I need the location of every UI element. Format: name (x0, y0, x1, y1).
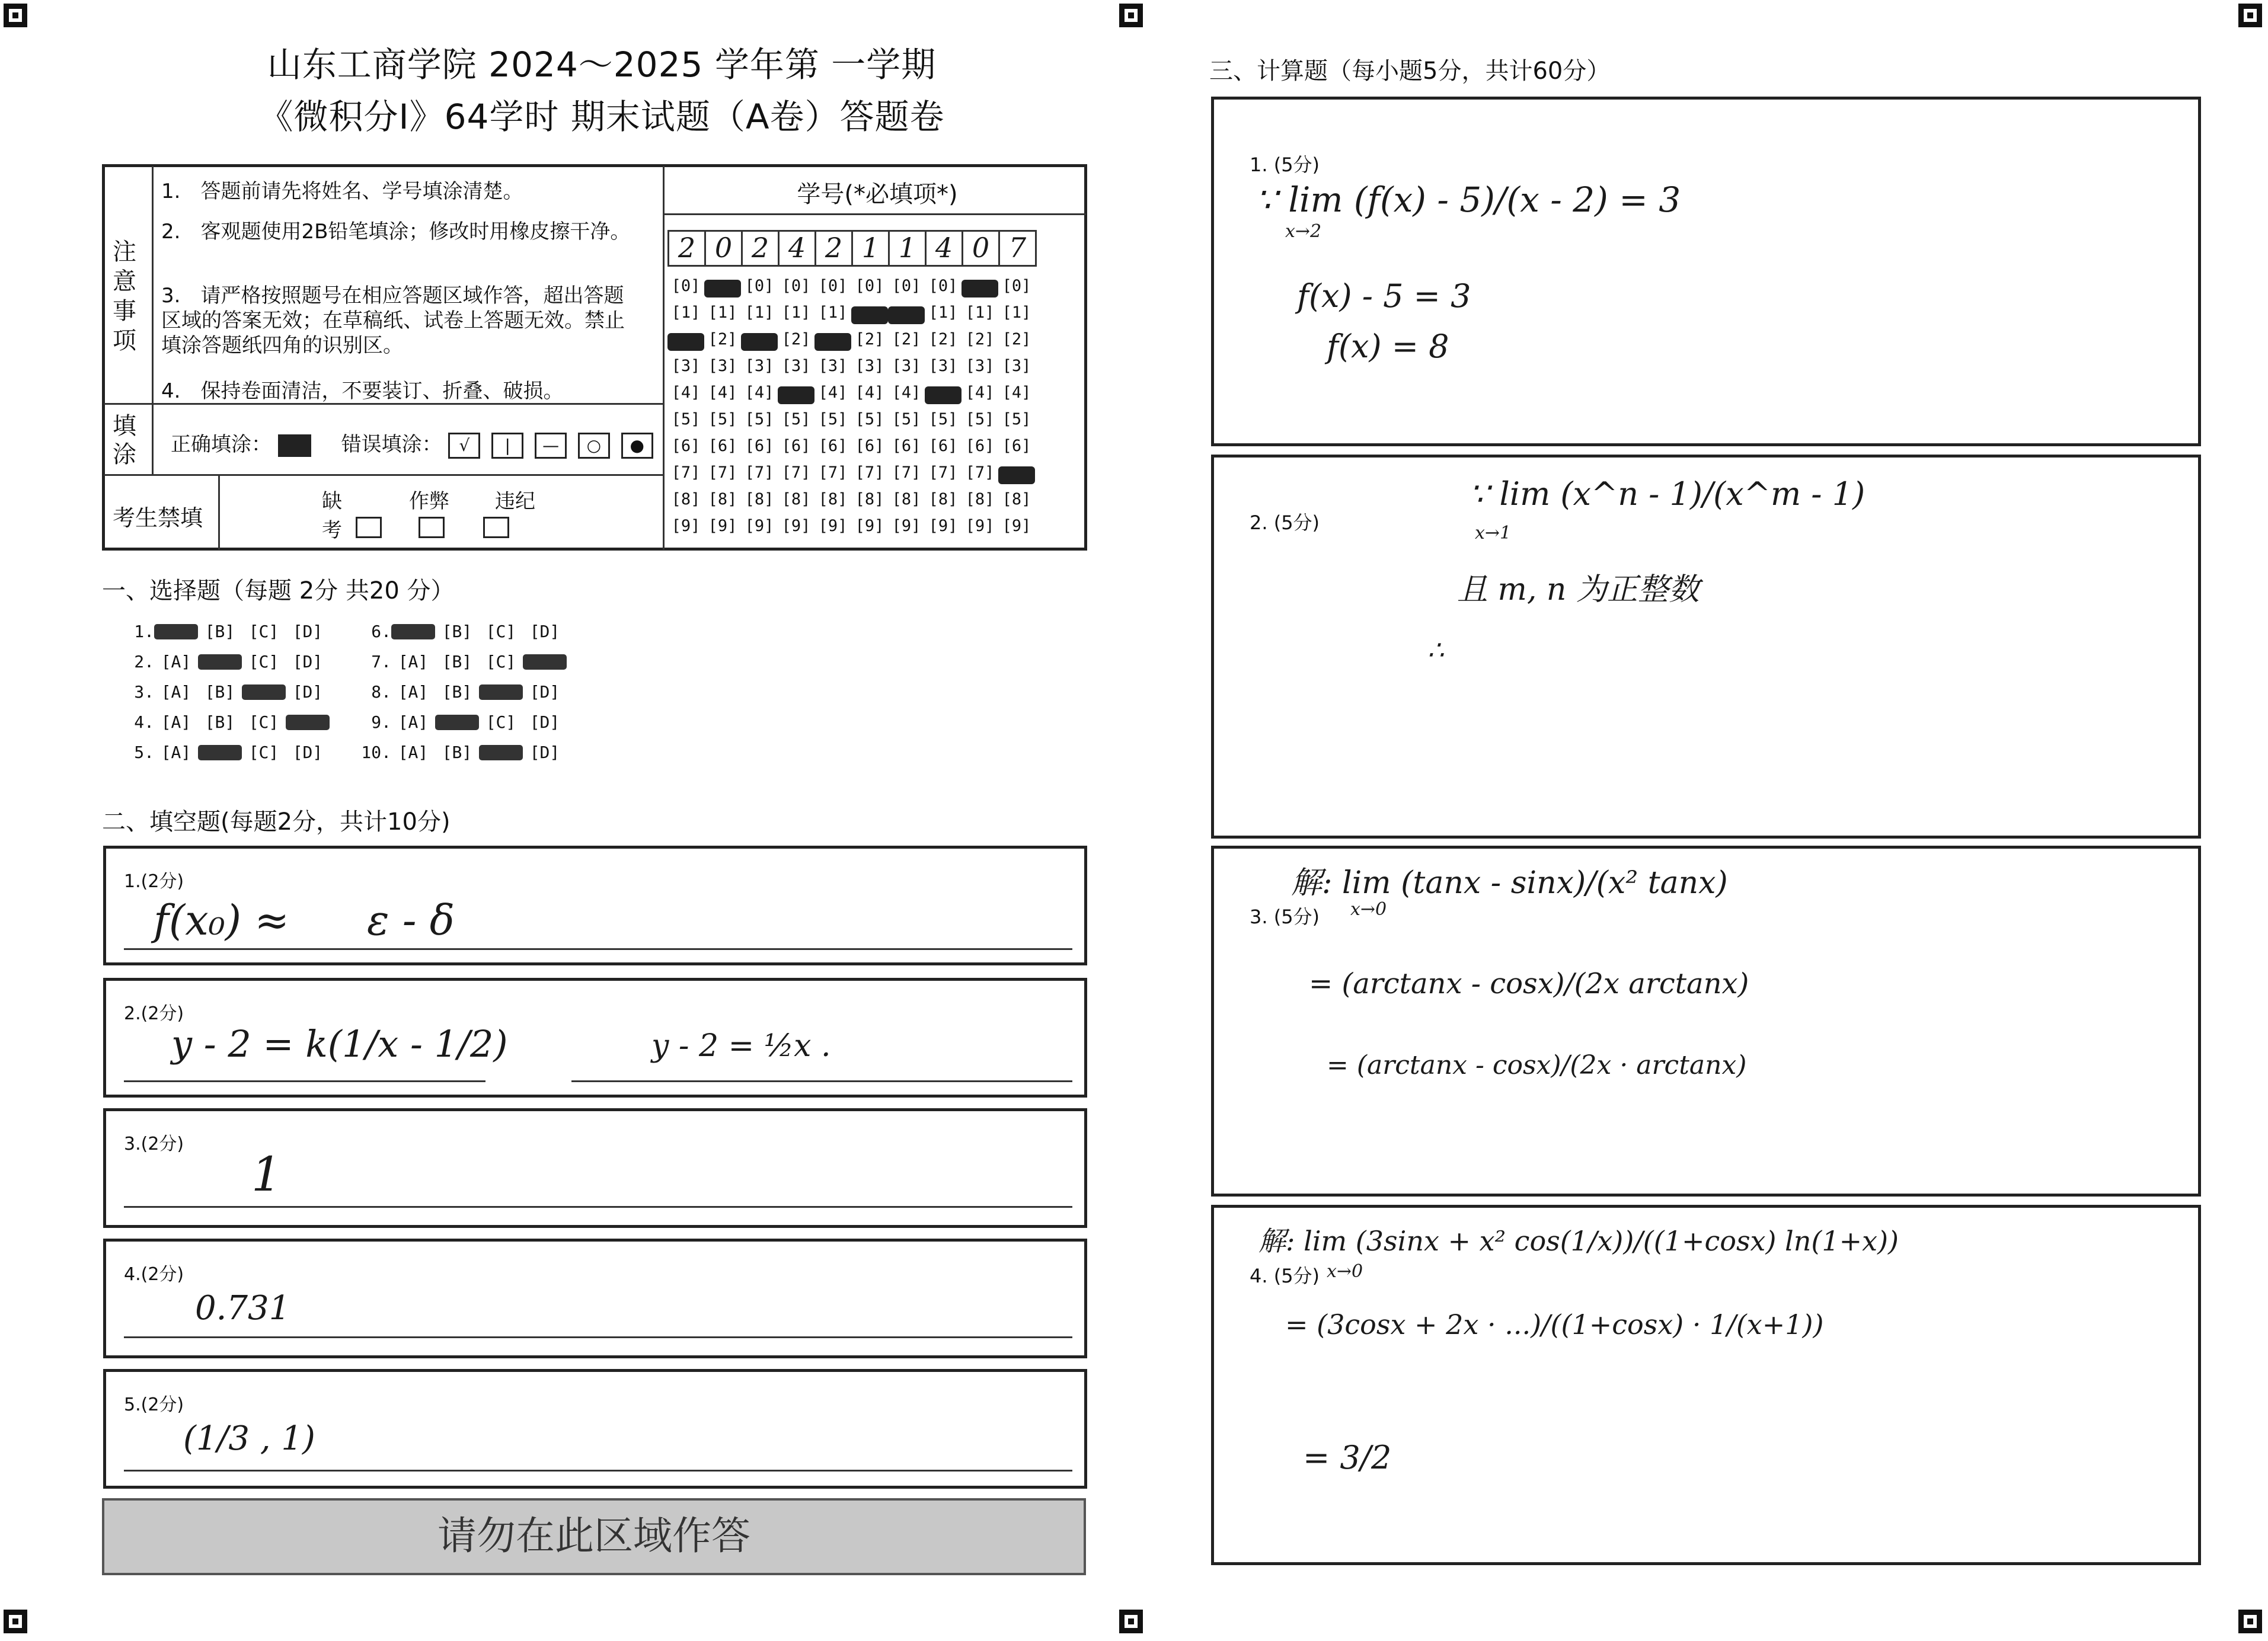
mc-option-d[interactable]: [D] (292, 622, 323, 641)
fill-blank-answer-2a: y - 2 = k(1/x - 1/2) (171, 1022, 508, 1066)
id-bubble-row (667, 486, 1082, 513)
mc-option-b[interactable]: [B] (442, 622, 472, 641)
violation-checkbox[interactable] (483, 517, 509, 538)
id-bubble-row (667, 353, 1082, 379)
calc-2-line-1: ∵ lim (x^n - 1)/(x^m - 1) (1469, 475, 1865, 513)
id-bubble[interactable]: [3] (671, 357, 701, 375)
mc-column-right (356, 616, 567, 767)
mc-option-c[interactable]: [C] (485, 622, 516, 641)
fill-side-label: 填涂 (113, 412, 136, 468)
mc-option-b[interactable] (198, 745, 242, 760)
id-bubble[interactable]: [9] (965, 517, 995, 535)
notice-item-4: 4. 保持卷面清洁，不要装订、折叠、破损。 (161, 379, 564, 403)
id-bubble[interactable] (667, 333, 704, 351)
id-digit: 2 (743, 232, 780, 265)
wrong-mark-circle: ○ (578, 433, 610, 459)
id-bubble[interactable] (961, 280, 998, 298)
fill-blank-answer-2b: y - 2 = ½x . (651, 1028, 831, 1064)
id-bubble[interactable]: [7] (855, 463, 884, 482)
fill-blank-box-3[interactable] (103, 1108, 1087, 1228)
id-bubble[interactable]: [3] (745, 357, 774, 375)
mc-option-d[interactable] (523, 654, 567, 670)
id-bubble[interactable]: [7] (965, 463, 995, 482)
id-bubble[interactable]: [6] (671, 437, 701, 455)
mc-option-a[interactable] (154, 624, 198, 639)
id-bubble[interactable]: [8] (818, 490, 848, 508)
corner-mark-bottom-center (1119, 1610, 1143, 1633)
mc-option-b[interactable]: [B] (442, 652, 472, 671)
id-bubble[interactable]: [0] (892, 277, 921, 295)
section2-heading: 二、填空题(每题2分，共计10分) (102, 808, 451, 836)
id-bubble[interactable]: [1] (745, 303, 774, 322)
calc-4-line-4: = 3/2 (1303, 1439, 1392, 1476)
id-bubble[interactable]: [6] (855, 437, 884, 455)
mc-question-row (356, 677, 567, 707)
wrong-mark-check: √ (448, 433, 480, 459)
fill-blank-box-5[interactable] (103, 1369, 1087, 1489)
id-bubble[interactable]: [2] (1002, 330, 1031, 348)
calc-2-line-2: x→1 (1475, 523, 1512, 543)
fill-blank-label-4: 4.(2分) (124, 1264, 184, 1285)
mc-option-c[interactable] (242, 684, 286, 700)
corner-mark-top-center (1119, 4, 1143, 27)
id-bubble[interactable]: [5] (745, 410, 774, 428)
mc-option-d[interactable]: [D] (529, 682, 560, 702)
wrong-mark-dot: ● (621, 433, 653, 459)
mc-question-row (356, 707, 567, 737)
id-bubble[interactable]: [2] (855, 330, 884, 348)
mc-question-number: 1. (134, 622, 154, 641)
id-bubble[interactable]: [7] (818, 463, 848, 482)
mc-option-b[interactable]: [B] (442, 743, 472, 762)
id-bubble[interactable]: [7] (892, 463, 921, 482)
mc-option-d[interactable]: [D] (529, 712, 560, 732)
violation-label: 违纪 (495, 490, 535, 513)
id-digit: 0 (963, 232, 1000, 265)
calc-3-line-1: 解: lim (tanx - sinx)/(x² tanx) (1291, 865, 1728, 901)
id-bubble[interactable]: [1] (708, 303, 737, 322)
id-bubble[interactable]: [6] (781, 437, 811, 455)
mc-option-b[interactable] (198, 654, 242, 670)
id-bubble[interactable]: [2] (892, 330, 921, 348)
id-bubble[interactable]: [5] (671, 410, 701, 428)
notice-item-2: 2. 客观题使用2B铅笔填涂；修改时用橡皮擦干净。 (161, 220, 631, 244)
id-digit: 2 (816, 232, 853, 265)
mc-question-row (119, 737, 330, 767)
mc-question-number: 9. (371, 712, 391, 732)
id-bubble[interactable]: [8] (965, 490, 995, 508)
title-line-2: 《微积分Ⅰ》64学时 期末试题（A卷）答题卷 (258, 97, 945, 137)
fill-blank-label-2: 2.(2分) (124, 1003, 184, 1024)
correct-fill-mark (278, 434, 311, 457)
id-bubble[interactable]: [4] (671, 383, 701, 402)
id-bubble[interactable]: [4] (1002, 383, 1031, 402)
correct-fill-label: 正确填涂： (171, 433, 271, 456)
calc-box-4[interactable] (1211, 1205, 2201, 1565)
fill-blank-box-1[interactable] (103, 846, 1087, 965)
id-bubble[interactable]: [6] (708, 437, 737, 455)
fill-blank-box-2[interactable] (103, 978, 1087, 1098)
fill-blank-box-4[interactable] (103, 1239, 1087, 1358)
id-bubble[interactable]: [9] (928, 517, 958, 535)
cheating-label: 作弊 (409, 490, 449, 513)
mc-question-number: 3. (134, 682, 154, 702)
calc-3-line-3: = (arctanx - cosx)/(2x arctanx) (1309, 967, 1749, 1000)
calc-box-1[interactable] (1211, 97, 2201, 446)
id-bubble[interactable]: [3] (855, 357, 884, 375)
calc-box-2[interactable] (1211, 455, 2201, 839)
mc-option-d[interactable]: [D] (292, 743, 323, 762)
calc-label-1: 1. (5分) (1250, 153, 1320, 176)
id-digit: 1 (853, 232, 890, 265)
id-bubble[interactable]: [8] (1002, 490, 1031, 508)
mc-option-c[interactable]: [C] (248, 652, 279, 671)
calc-2-line-4: ∴ (1427, 635, 1444, 666)
no-answer-zone: 请勿在此区域作答 (102, 1498, 1086, 1575)
id-bubble[interactable]: [9] (818, 517, 848, 535)
corner-mark-top-right (2238, 4, 2262, 27)
mc-option-b[interactable] (435, 715, 479, 730)
fill-blank-answer-1a: f(x₀) ≈ (154, 896, 289, 945)
wrong-mark-bar: | (491, 433, 523, 459)
id-bubble[interactable]: [9] (855, 517, 884, 535)
id-bubble[interactable]: [5] (965, 410, 995, 428)
mc-option-a[interactable]: [A] (161, 652, 191, 671)
id-bubble-row (667, 299, 1082, 326)
id-bubble-row (667, 379, 1082, 406)
id-bubble[interactable]: [6] (818, 437, 848, 455)
id-digit: 1 (890, 232, 927, 265)
id-bubble[interactable]: [0] (1002, 277, 1031, 295)
mc-option-d[interactable]: [D] (292, 652, 323, 671)
id-bubble[interactable]: [9] (781, 517, 811, 535)
id-bubble[interactable]: [5] (818, 410, 848, 428)
id-bubble-row (667, 406, 1082, 433)
section1-heading: 一、选择题（每题 2分 共20 分） (102, 577, 455, 604)
mc-option-d[interactable]: [D] (292, 682, 323, 702)
id-bubble[interactable]: [0] (928, 277, 958, 295)
exam-flags-label: 考生禁填 (113, 505, 203, 531)
mc-option-c[interactable]: [C] (248, 622, 279, 641)
id-bubble[interactable]: [6] (928, 437, 958, 455)
notice-side-label: 注意事项 (113, 238, 136, 354)
calc-3-line-2: x→0 (1350, 899, 1387, 920)
title-line-1: 山东工商学院 2024～2025 学年第 一学期 (267, 44, 937, 85)
id-bubble[interactable]: [4] (708, 383, 737, 402)
id-bubble[interactable]: [8] (671, 490, 701, 508)
mc-option-a[interactable]: [A] (398, 743, 429, 762)
mc-option-c[interactable]: [C] (248, 712, 279, 732)
id-bubble[interactable]: [3] (708, 357, 737, 375)
mc-question-number: 5. (134, 743, 154, 762)
id-digit: 2 (669, 232, 706, 265)
fill-blank-answer-3a: 1 (251, 1147, 282, 1202)
fill-blank-label-1: 1.(2分) (124, 871, 184, 892)
id-bubble[interactable]: [9] (671, 517, 701, 535)
calc-1-line-4: f(x) = 8 (1327, 328, 1449, 365)
absent-label: 缺考 (322, 490, 342, 542)
id-bubble[interactable]: [6] (965, 437, 995, 455)
notice-item-1: 1. 答题前请先将姓名、学号填涂清楚。 (161, 180, 523, 203)
id-digit: 4 (780, 232, 816, 265)
id-bubble[interactable]: [5] (708, 410, 737, 428)
mc-question-row (119, 707, 330, 737)
id-bubble[interactable]: [6] (745, 437, 774, 455)
corner-mark-bottom-right (2238, 1610, 2262, 1633)
mc-option-d[interactable] (286, 715, 330, 730)
id-bubble[interactable]: [7] (671, 463, 701, 482)
mc-question-number: 6. (371, 622, 391, 641)
mc-question-row (119, 616, 330, 647)
student-id-bubble-grid (667, 273, 1082, 539)
fill-blank-answer-5a: (1/3 , 1) (183, 1419, 315, 1458)
id-bubble[interactable]: [1] (671, 303, 701, 322)
calc-2-line-3: 且 m, n 为正整数 (1457, 572, 1700, 607)
mc-column-left (119, 616, 330, 767)
mc-option-b[interactable]: [B] (205, 712, 235, 732)
fill-blank-answer-4a: 0.731 (195, 1289, 290, 1327)
id-bubble[interactable]: [7] (745, 463, 774, 482)
id-bubble[interactable]: [7] (708, 463, 737, 482)
id-bubble[interactable]: [3] (818, 357, 848, 375)
mc-option-a[interactable] (391, 624, 435, 639)
id-bubble[interactable]: [8] (708, 490, 737, 508)
id-bubble[interactable] (851, 306, 888, 324)
id-bubble[interactable]: [4] (892, 383, 921, 402)
mc-option-b[interactable]: [B] (205, 682, 235, 702)
cheating-checkbox[interactable] (419, 517, 445, 538)
id-bubble[interactable]: [3] (928, 357, 958, 375)
notice-item-3: 3. 请严格按照题号在相应答题区域作答，超出答题区域的答案无效；在草稿纸、试卷上答题无效。禁止填涂答题纸四角的识别区。 (161, 284, 625, 357)
id-bubble[interactable]: [1] (1002, 303, 1031, 322)
id-bubble[interactable]: [2] (965, 330, 995, 348)
mc-question-row (119, 647, 330, 677)
id-bubble[interactable]: [7] (928, 463, 958, 482)
student-id-digits (667, 230, 1037, 267)
id-bubble[interactable]: [0] (745, 277, 774, 295)
id-bubble[interactable]: [9] (708, 517, 737, 535)
mc-question-number: 2. (134, 652, 154, 671)
calc-4-line-1: 解: lim (3sinx + x² cos(1/x))/((1+cosx) ln(1+x)) (1258, 1225, 1899, 1257)
id-digit: 0 (706, 232, 743, 265)
id-bubble[interactable]: [9] (745, 517, 774, 535)
id-bubble[interactable]: [8] (928, 490, 958, 508)
id-bubble[interactable]: [5] (855, 410, 884, 428)
calc-label-3: 3. (5分) (1250, 906, 1320, 928)
mc-option-c[interactable]: [C] (485, 712, 516, 732)
id-bubble-row (667, 326, 1082, 353)
mc-question-row (356, 616, 567, 647)
id-bubble[interactable]: [1] (928, 303, 958, 322)
id-bubble[interactable]: [0] (781, 277, 811, 295)
calc-3-line-4: = (arctanx - cosx)/(2x · arctanx) (1327, 1050, 1747, 1080)
id-bubble[interactable]: [7] (781, 463, 811, 482)
mc-option-c[interactable]: [C] (485, 652, 516, 671)
id-bubble[interactable]: [3] (781, 357, 811, 375)
mc-question-number: 4. (134, 712, 154, 732)
calc-4-line-2: x→0 (1327, 1261, 1363, 1282)
id-bubble[interactable]: [8] (745, 490, 774, 508)
wrong-fill-label: 错误填涂： (341, 433, 442, 456)
id-bubble[interactable] (998, 466, 1035, 484)
calc-1-line-1: ∵ lim (f(x) - 5)/(x - 2) = 3 (1256, 180, 1681, 220)
fill-blank-label-3: 3.(2分) (124, 1134, 184, 1154)
fill-blank-label-5: 5.(2分) (124, 1394, 184, 1415)
id-bubble[interactable]: [4] (745, 383, 774, 402)
id-bubble[interactable]: [4] (818, 383, 848, 402)
id-bubble[interactable]: [8] (892, 490, 921, 508)
corner-mark-bottom-left (4, 1610, 27, 1633)
mc-option-c[interactable] (479, 684, 523, 700)
id-bubble[interactable]: [1] (781, 303, 811, 322)
id-bubble[interactable]: [0] (818, 277, 848, 295)
id-bubble[interactable]: [3] (965, 357, 995, 375)
fill-example-row (171, 428, 658, 459)
id-bubble[interactable]: [0] (855, 277, 884, 295)
mc-option-a[interactable]: [A] (398, 652, 429, 671)
id-bubble[interactable]: [2] (781, 330, 811, 348)
id-bubble[interactable]: [5] (892, 410, 921, 428)
id-bubble[interactable] (778, 386, 814, 404)
id-bubble[interactable]: [8] (781, 490, 811, 508)
mc-question-number: 10. (361, 743, 391, 762)
id-bubble[interactable]: [8] (855, 490, 884, 508)
mc-option-a[interactable]: [A] (161, 682, 191, 702)
mc-question-row (356, 647, 567, 677)
calc-4-line-3: = (3cosx + 2x · ...)/((1+cosx) · 1/(x+1)) (1285, 1309, 1824, 1341)
mc-question-row (356, 737, 567, 767)
fill-blank-answer-1b: ε - δ (367, 896, 455, 945)
mc-option-a[interactable]: [A] (161, 712, 191, 732)
mc-option-c[interactable] (479, 745, 523, 760)
mc-option-c[interactable]: [C] (248, 743, 279, 762)
id-bubble[interactable]: [5] (781, 410, 811, 428)
mc-option-b[interactable]: [B] (442, 682, 472, 702)
calc-1-line-2: x→2 (1285, 221, 1322, 242)
id-bubble[interactable]: [3] (892, 357, 921, 375)
id-bubble[interactable]: [6] (892, 437, 921, 455)
id-bubble[interactable]: [4] (855, 383, 884, 402)
id-bubble[interactable]: [2] (928, 330, 958, 348)
id-bubble-row (667, 433, 1082, 459)
id-bubble[interactable]: [0] (671, 277, 701, 295)
calc-label-2: 2. (5分) (1250, 511, 1320, 534)
id-bubble[interactable] (741, 333, 778, 351)
id-bubble[interactable]: [9] (1002, 517, 1031, 535)
student-id-label: 学号(*必填项*) (797, 181, 958, 208)
id-bubble[interactable]: [3] (1002, 357, 1031, 375)
id-digit: 7 (1000, 232, 1037, 265)
mc-question-number: 7. (371, 652, 391, 671)
mc-option-a[interactable]: [A] (398, 682, 429, 702)
id-bubble[interactable]: [5] (1002, 410, 1031, 428)
id-bubble[interactable]: [4] (965, 383, 995, 402)
id-digit: 4 (927, 232, 963, 265)
section3-heading: 三、计算题（每小题5分，共计60分） (1209, 57, 1611, 85)
mc-option-d[interactable]: [D] (529, 743, 560, 762)
absent-checkbox[interactable] (356, 517, 382, 538)
mc-option-a[interactable]: [A] (398, 712, 429, 732)
id-bubble[interactable]: [2] (708, 330, 737, 348)
id-bubble-row (667, 459, 1082, 486)
calc-1-line-3: f(x) - 5 = 3 (1297, 277, 1471, 315)
id-bubble[interactable] (704, 280, 741, 298)
corner-mark-top-left (4, 4, 27, 27)
id-bubble[interactable]: [1] (965, 303, 995, 322)
id-bubble-row (667, 513, 1082, 539)
mc-option-a[interactable]: [A] (161, 743, 191, 762)
id-bubble[interactable] (888, 306, 925, 324)
calc-box-3[interactable] (1211, 846, 2201, 1197)
mc-option-d[interactable]: [D] (529, 622, 560, 641)
id-bubble[interactable]: [6] (1002, 437, 1031, 455)
mc-question-number: 8. (371, 682, 391, 702)
id-bubble[interactable]: [5] (928, 410, 958, 428)
mc-option-b[interactable]: [B] (205, 622, 235, 641)
id-bubble-row (667, 273, 1082, 299)
id-bubble[interactable]: [1] (818, 303, 848, 322)
id-bubble[interactable]: [9] (892, 517, 921, 535)
id-bubble[interactable] (814, 333, 851, 351)
mc-question-row (119, 677, 330, 707)
calc-label-4: 4. (5分) (1250, 1265, 1320, 1287)
id-bubble[interactable] (925, 386, 961, 404)
wrong-mark-dash: — (535, 433, 567, 459)
